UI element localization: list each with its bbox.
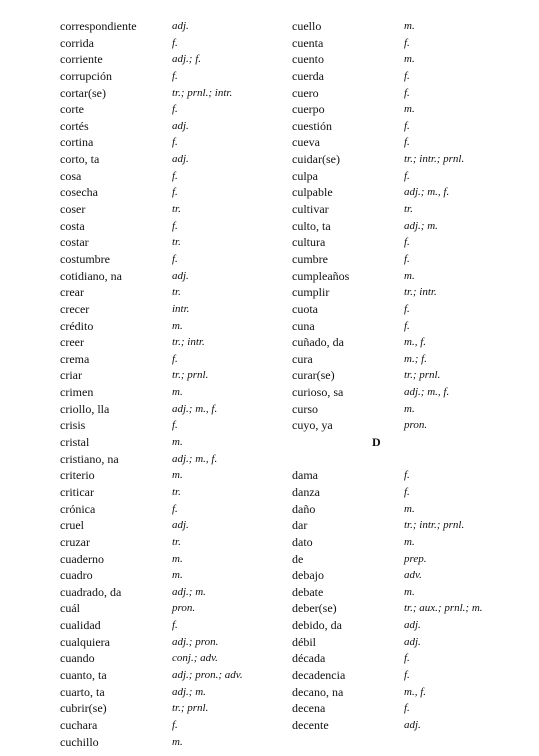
section-letter: D [372, 435, 381, 450]
entry-word: criollo, lla [60, 401, 110, 416]
entry-part-of-speech: m. [404, 402, 415, 415]
entry-word: corrupción [60, 68, 112, 83]
entry-word: cuerpo [292, 102, 325, 117]
entry-word: decena [292, 701, 326, 716]
entry-word: costar [60, 235, 89, 250]
entry-word: danza [292, 484, 320, 499]
entry-word: cortina [60, 135, 94, 150]
entry-part-of-speech: m. [404, 20, 415, 32]
entry-word: cuerda [292, 68, 324, 83]
entry-part-of-speech: adj.; m., f. [172, 402, 218, 415]
entry-part-of-speech: tr.; prnl. [172, 369, 209, 382]
entry-part-of-speech: tr.; prnl.; intr. [172, 86, 233, 99]
entry-word: cruzar [60, 534, 90, 549]
entry-word: decano, na [292, 684, 344, 699]
entry-part-of-speech: adj.; m. [172, 685, 206, 698]
entry-word: cuadrado, da [60, 584, 122, 599]
entry-part-of-speech: m. [172, 569, 183, 582]
entry-part-of-speech: m., f. [404, 685, 426, 698]
entry-word: cualquiera [60, 634, 110, 649]
entry-part-of-speech: adj.; m. [172, 585, 206, 598]
entry-part-of-speech: adj. [404, 635, 421, 648]
entry-word: cuna [292, 318, 315, 333]
entry-word: cuando [60, 651, 95, 666]
entry-word: corte [60, 102, 84, 117]
entry-word: cuchillo [60, 734, 99, 749]
entry-word: crear [60, 285, 84, 300]
entry-word: cruel [60, 518, 84, 533]
entry-word: costumbre [60, 251, 110, 266]
entry-word: dama [292, 468, 318, 483]
entry-word: cuota [292, 301, 318, 316]
entry-word: cumplir [292, 285, 330, 300]
entry-word: creer [60, 335, 84, 350]
entry-word: cuyo, ya [292, 418, 333, 433]
entry-word: costa [60, 218, 85, 233]
entry-word: década [292, 651, 326, 666]
entry-part-of-speech: adj.; m., f. [172, 452, 218, 465]
entry-word: corto, ta [60, 152, 100, 167]
entry-word: cuál [60, 601, 80, 616]
entry-word: cristiano, na [60, 451, 119, 466]
entry-word: cubrir(se) [60, 701, 107, 716]
entry-word: crisis [60, 418, 86, 433]
entry-part-of-speech: intr. [172, 302, 190, 315]
entry-part-of-speech: adj.; pron.; adv. [172, 668, 243, 681]
entry-part-of-speech: tr. [172, 203, 181, 216]
entry-part-of-speech: f. [172, 619, 178, 632]
entry-word: cura [292, 351, 313, 366]
entry-part-of-speech: f. [172, 36, 178, 49]
entry-part-of-speech: f. [404, 86, 410, 99]
entry-word: cualidad [60, 618, 101, 633]
entry-part-of-speech: f. [172, 252, 178, 265]
entry-word: crimen [60, 385, 94, 400]
entry-part-of-speech: adj. [404, 619, 421, 632]
entry-word: debate [292, 584, 324, 599]
entry-word: crónica [60, 501, 96, 516]
entry-word: coser [60, 202, 86, 217]
entry-part-of-speech: f. [404, 69, 410, 82]
entry-part-of-speech: m.; f. [404, 352, 427, 365]
entry-part-of-speech: adv. [404, 569, 422, 582]
entry-part-of-speech: m. [172, 386, 183, 399]
entry-word: cuestión [292, 118, 332, 133]
entry-word: cuaderno [60, 551, 104, 566]
entry-part-of-speech: f. [172, 186, 178, 199]
entry-part-of-speech: f. [404, 252, 410, 265]
entry-part-of-speech: f. [404, 119, 410, 132]
entry-word: culpable [292, 185, 333, 200]
entry-word: debajo [292, 568, 324, 583]
entry-word: criticar [60, 484, 94, 499]
entry-word: cultivar [292, 202, 329, 217]
entry-part-of-speech: m. [172, 469, 183, 482]
entry-part-of-speech: m. [404, 535, 415, 548]
entry-part-of-speech: tr.; intr. [404, 286, 437, 299]
entry-part-of-speech: adj.; m. [404, 219, 438, 232]
entry-part-of-speech: adj. [172, 20, 189, 32]
entry-part-of-speech: f. [404, 702, 410, 715]
entry-part-of-speech: f. [172, 419, 178, 432]
entry-part-of-speech: prep. [404, 552, 427, 565]
entry-part-of-speech: f. [404, 668, 410, 681]
entry-part-of-speech: m. [404, 585, 415, 598]
entry-word: crema [60, 351, 90, 366]
entry-word: cumpleaños [292, 268, 350, 283]
entry-part-of-speech: f. [404, 319, 410, 332]
entry-part-of-speech: f. [172, 718, 178, 731]
entry-word: daño [292, 501, 316, 516]
entry-part-of-speech: tr. [172, 286, 181, 299]
entry-part-of-speech: tr.; intr.; prnl. [404, 153, 465, 166]
entry-part-of-speech: adj.; m., f. [404, 186, 450, 199]
entry-word: culpa [292, 168, 318, 183]
entry-part-of-speech: f. [172, 352, 178, 365]
entry-word: cristal [60, 435, 90, 450]
entry-word: cuchara [60, 717, 98, 732]
entry-word: culto, ta [292, 218, 331, 233]
entry-part-of-speech: f. [404, 136, 410, 149]
entry-word: cuidar(se) [292, 152, 340, 167]
entry-part-of-speech: m. [404, 502, 415, 515]
entry-word: cultura [292, 235, 326, 250]
entry-part-of-speech: m. [172, 436, 183, 449]
entry-word: dato [292, 534, 313, 549]
entry-word: corrida [60, 35, 94, 50]
entry-part-of-speech: tr.; intr.; prnl. [404, 519, 465, 532]
entry-part-of-speech: f. [404, 169, 410, 182]
entry-word: débil [292, 634, 316, 649]
entry-part-of-speech: adj. [172, 269, 189, 282]
entry-part-of-speech: adj. [172, 119, 189, 132]
entry-part-of-speech: adj.; pron. [172, 635, 219, 648]
entry-part-of-speech: m., f. [404, 336, 426, 349]
entry-word: corriente [60, 52, 103, 67]
entry-part-of-speech: f. [172, 103, 178, 116]
entry-word: dar [292, 518, 308, 533]
entry-part-of-speech: adj.; f. [172, 53, 202, 66]
entry-part-of-speech: tr. [172, 535, 181, 548]
entry-word: cuñado, da [292, 335, 344, 350]
entry-part-of-speech: f. [404, 652, 410, 665]
entry-word: criterio [60, 468, 95, 483]
entry-word: cuero [292, 85, 319, 100]
entry-word: cuarto, ta [60, 684, 105, 699]
entry-part-of-speech: tr.; prnl. [404, 369, 441, 382]
entry-word: curioso, sa [292, 385, 344, 400]
entry-part-of-speech: f. [172, 169, 178, 182]
entry-part-of-speech: conj.; adv. [172, 652, 218, 665]
entry-word: curar(se) [292, 368, 335, 383]
entry-part-of-speech: tr.; prnl. [172, 702, 209, 715]
entry-word: decadencia [292, 667, 346, 682]
entry-word: cortés [60, 118, 89, 133]
entry-word: crédito [60, 318, 94, 333]
entry-word: cuenta [292, 35, 324, 50]
entry-word: cuanto, ta [60, 667, 107, 682]
entry-word: cuello [292, 19, 322, 33]
entry-word: debido, da [292, 618, 342, 633]
entry-part-of-speech: f. [172, 219, 178, 232]
entry-word: cuento [292, 52, 324, 67]
entry-word: cortar(se) [60, 85, 106, 100]
entry-part-of-speech: f. [404, 469, 410, 482]
entry-part-of-speech: pron. [172, 602, 196, 615]
entry-part-of-speech: adj. [172, 519, 189, 532]
entry-part-of-speech: f. [172, 69, 178, 82]
entry-part-of-speech: f. [404, 236, 410, 249]
entry-word: crecer [60, 301, 90, 316]
entry-part-of-speech: m. [172, 319, 183, 332]
entry-part-of-speech: f. [172, 136, 178, 149]
entry-part-of-speech: m. [172, 735, 183, 748]
entry-part-of-speech: adj.; m., f. [404, 386, 450, 399]
entry-word: cueva [292, 135, 320, 150]
entry-word: cosecha [60, 185, 98, 200]
entry-part-of-speech: f. [404, 485, 410, 498]
entry-part-of-speech: m. [404, 103, 415, 116]
entry-part-of-speech: tr. [172, 485, 181, 498]
entry-word: cotidiano, na [60, 268, 122, 283]
entry-part-of-speech: tr.; intr. [172, 336, 205, 349]
entry-word: cosa [60, 168, 82, 183]
entry-part-of-speech: tr. [172, 236, 181, 249]
entry-word: curso [292, 401, 318, 416]
entry-part-of-speech: m. [404, 53, 415, 66]
entry-part-of-speech: m. [404, 269, 415, 282]
entry-part-of-speech: adj. [404, 718, 421, 731]
entry-part-of-speech: f. [404, 302, 410, 315]
entry-part-of-speech: m. [172, 552, 183, 565]
entry-word: criar [60, 368, 82, 383]
entry-word: decente [292, 717, 329, 732]
entry-word: cumbre [292, 251, 328, 266]
entry-word: correspondiente [60, 19, 137, 33]
entry-word: cuadro [60, 568, 93, 583]
entry-part-of-speech: f. [404, 36, 410, 49]
entry-part-of-speech: tr. [404, 203, 413, 216]
entry-word: deber(se) [292, 601, 337, 616]
entry-part-of-speech: f. [172, 502, 178, 515]
entry-part-of-speech: pron. [404, 419, 428, 432]
entry-word: de [292, 551, 304, 566]
entry-part-of-speech: adj. [172, 153, 189, 166]
entry-part-of-speech: tr.; aux.; prnl.; m. [404, 602, 483, 615]
